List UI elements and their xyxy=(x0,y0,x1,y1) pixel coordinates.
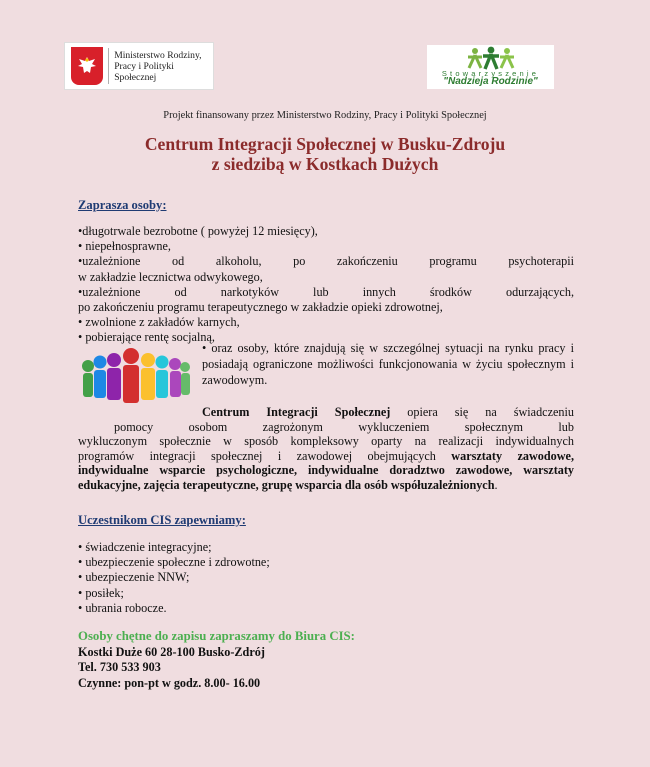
association-name-line1: Stowarzyszenie xyxy=(441,69,540,78)
contact-phone: Tel. 730 533 903 xyxy=(78,660,161,675)
additional-target-group: • oraz osoby, które znajdują się w szczególnej sytuacji na rynku pracy i posiadają ograniczone możliwości funkcjonowania w życiu społecznym i zawodowym. xyxy=(202,341,574,387)
cis-line4 xyxy=(78,449,574,464)
ministry-logo-line2: Pracy i Polityki Społecznej xyxy=(114,60,174,83)
cis-services-end: . xyxy=(494,477,498,492)
cis-line4-plain: programów integracji społecznej i zawodowej obejmujących xyxy=(78,448,452,463)
polish-eagle-emblem-icon xyxy=(71,47,103,85)
invites-list xyxy=(78,224,574,346)
colorful-people-illustration xyxy=(78,344,192,406)
cis-description xyxy=(78,405,574,493)
list-item: • niepełnosprawne, xyxy=(78,239,171,254)
cis-line3: wykluczonym społecznie w sposób kompleksowy oparty na realizacji indywidualnych xyxy=(78,434,574,449)
list-item: po zakończeniu programu terapeutycznego w zakładzie opieki zdrowotnej, xyxy=(78,300,443,315)
association-name-line2: "Nadzieja Rodzinie" xyxy=(443,76,538,87)
contact-address: Kostki Duże 60 28-100 Busko-Zdrój xyxy=(78,645,265,659)
invites-heading: Zaprasza osoby: xyxy=(78,198,167,212)
contact-info xyxy=(78,645,265,691)
list-item: • świadczenie integracyjne; xyxy=(78,540,212,554)
contact-hours: Czynne: pon-pt w godz. 8.00- 16.00 xyxy=(78,675,261,690)
title-line2: z siedzibą w Kostkach Dużych xyxy=(211,154,439,174)
title-line1: Centrum Integracji Społecznej w Busku-Zdroju xyxy=(144,134,506,154)
list-item: • ubrania robocze. xyxy=(78,600,167,615)
list-item: • zwolnione z zakładów karnych, xyxy=(78,315,240,330)
person-figure xyxy=(82,348,190,403)
ministry-logo-text xyxy=(114,50,213,83)
list-item: • pobierające rentę socjalną, xyxy=(78,330,215,345)
list-item: • ubezpieczenie NNW; xyxy=(78,570,190,585)
list-item: •uzależnione od narkotyków lub innych środków odurzających, xyxy=(78,284,574,299)
association-logo xyxy=(427,45,554,89)
people-group-icon xyxy=(465,46,517,70)
list-item: w zakładzie lecznictwa odwykowego, xyxy=(78,269,263,284)
logo-divider xyxy=(108,48,109,84)
list-item: • posiłek; xyxy=(78,585,124,600)
cis-line4-bold: warsztaty zawodowe, xyxy=(451,448,574,463)
ministry-logo xyxy=(64,42,214,90)
ministry-logo-line1: Ministerstwo Rodziny, xyxy=(114,49,202,61)
signup-invitation: Osoby chętne do zapisu zapraszamy do Biura CIS: xyxy=(78,629,355,643)
participants-heading: Uczestnikom CIS zapewniamy: xyxy=(78,513,246,527)
list-item: •długotrwale bezrobotne ( powyżej 12 miesięcy), xyxy=(78,224,318,238)
cis-line2: pomocy osobom zagrożonym wykluczeniem społecznym lub xyxy=(114,419,574,434)
cis-name: Centrum Integracji Społecznej xyxy=(202,405,391,419)
cis-services-bold: indywidualne wsparcie psychologiczne, indywidualne doradztwo zawodowe, warsztaty edukacyjne, zajęcia terapeutyczne, grupę wsparcia dla osób współuzależnionych xyxy=(78,463,574,492)
list-item: •uzależnione od alkoholu, po zakończeniu programu psychoterapii xyxy=(78,254,574,269)
cis-line1 xyxy=(78,405,574,420)
page-title xyxy=(0,134,650,174)
funding-note: Projekt finansowany przez Ministerstwo Rodziny, Pracy i Polityki Społecznej xyxy=(163,110,487,121)
list-item: • ubezpieczenie społeczne i zdrowotne; xyxy=(78,555,270,570)
participants-list xyxy=(78,540,270,616)
cis-line1-rest: opiera się na świadczeniu xyxy=(390,405,574,419)
cis-services xyxy=(78,463,574,492)
